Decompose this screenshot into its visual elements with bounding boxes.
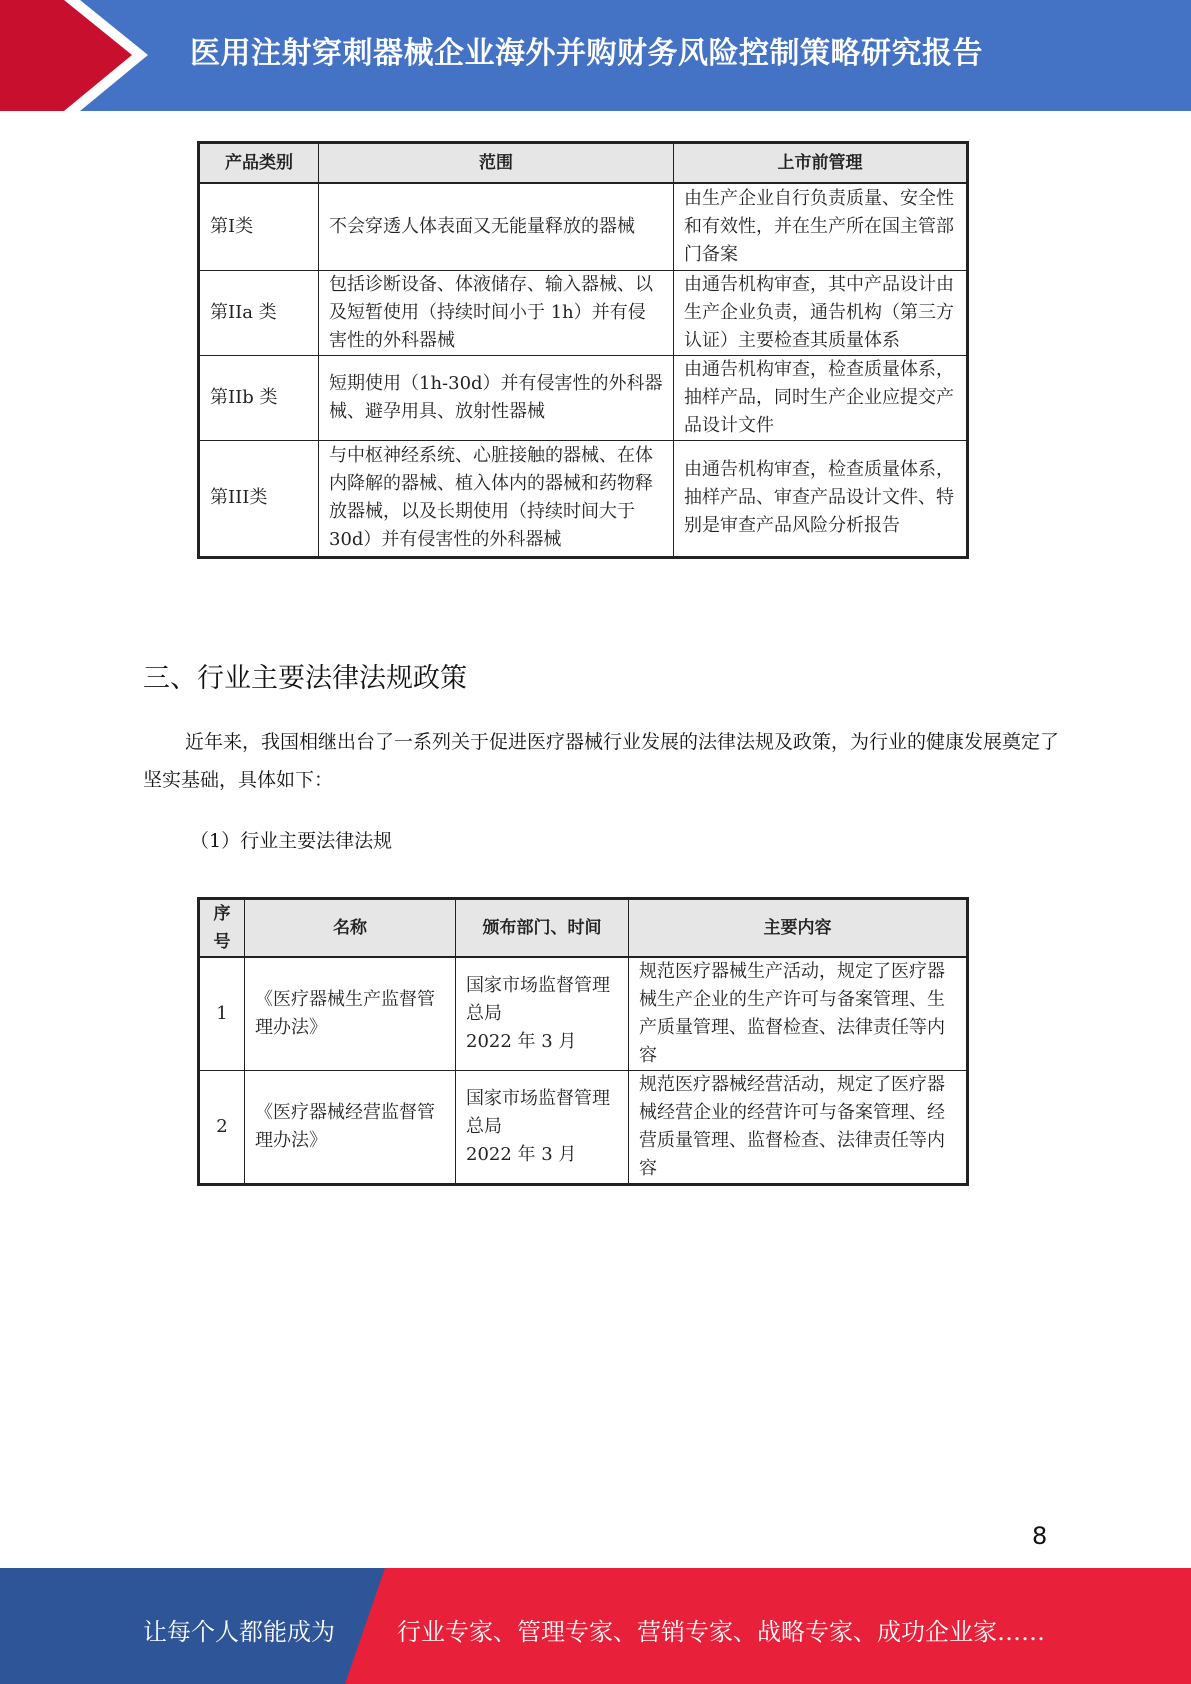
header-number: 序号 bbox=[199, 899, 245, 958]
table-header-row bbox=[199, 143, 968, 184]
management-cell: 由通告机构审查，检查质量体系，抽样产品、审查产品设计文件、特别是审查产品风险分析报告 bbox=[674, 440, 968, 557]
category-cell: 第IIa 类 bbox=[199, 270, 319, 355]
header-scope: 范围 bbox=[319, 143, 674, 184]
device-classification-table bbox=[197, 141, 969, 559]
name-cell: 《医疗器械生产监督管理办法》 bbox=[245, 957, 456, 1071]
management-cell: 由生产企业自行负责质量、安全性和有效性，并在生产所在国主管部门备案 bbox=[674, 183, 968, 270]
scope-cell: 短期使用（1h-30d）并有侵害性的外科器械、避孕用具、放射性器械 bbox=[319, 355, 674, 440]
table-row bbox=[199, 355, 968, 440]
table-row bbox=[199, 440, 968, 557]
scope-cell: 与中枢神经系统、心脏接触的器械、在体内降解的器械、植入体内的器械和药物释放器械，以及长期使用（持续时间大于 30d）并有侵害性的外科器械 bbox=[319, 440, 674, 557]
table-header-row bbox=[199, 899, 968, 958]
header-main-content: 主要内容 bbox=[629, 899, 968, 958]
issuer-cell bbox=[456, 1071, 629, 1185]
issue-date: 2022 年 3 月 bbox=[466, 1031, 577, 1052]
name-cell: 《医疗器械经营监督管理办法》 bbox=[245, 1071, 456, 1185]
content-cell: 规范医疗器械生产活动，规定了医疗器械生产企业的生产许可与备案管理、生产质量管理、监督检查、法律责任等内容 bbox=[629, 957, 968, 1071]
category-cell: 第IIb 类 bbox=[199, 355, 319, 440]
issuer-name: 国家市场监督管理总局 bbox=[466, 1088, 610, 1137]
header-product-category: 产品类别 bbox=[199, 143, 319, 184]
footer-slogan-right: 行业专家、管理专家、营销专家、战略专家、成功企业家…… bbox=[397, 1618, 1045, 1646]
header-banner bbox=[0, 0, 1191, 111]
header-issuer-date: 颁布部门、时间 bbox=[456, 899, 629, 958]
management-cell: 由通告机构审查，检查质量体系，抽样产品，同时生产企业应提交产品设计文件 bbox=[674, 355, 968, 440]
header-name: 名称 bbox=[245, 899, 456, 958]
number-cell: 1 bbox=[199, 957, 245, 1071]
section-heading: 三、行业主要法律法规政策 bbox=[143, 663, 467, 694]
footer-slogan-left: 让每个人都能成为 bbox=[143, 1618, 335, 1646]
management-cell: 由通告机构审查，其中产品设计由生产企业负责，通告机构（第三方认证）主要检查其质量体系 bbox=[674, 270, 968, 355]
table-row bbox=[199, 1071, 968, 1185]
issuer-name: 国家市场监督管理总局 bbox=[466, 975, 610, 1024]
category-cell: 第III类 bbox=[199, 440, 319, 557]
number-cell: 2 bbox=[199, 1071, 245, 1185]
subheading: （1）行业主要法律法规 bbox=[190, 830, 393, 852]
scope-cell: 包括诊断设备、体液储存、输入器械、以及短暂使用（持续时间小于 1h）并有侵害性的外科器械 bbox=[319, 270, 674, 355]
regulations-table bbox=[197, 897, 969, 1186]
report-title: 医用注射穿刺器械企业海外并购财务风险控制策略研究报告 bbox=[190, 36, 983, 71]
intro-paragraph: 近年来，我国相继出台了一系列关于促进医疗器械行业发展的法律法规及政策，为行业的健康发展奠定了坚实基础，具体如下： bbox=[143, 731, 1060, 791]
category-cell: 第I类 bbox=[199, 183, 319, 270]
header-premarket-management: 上市前管理 bbox=[674, 143, 968, 184]
issue-date: 2022 年 3 月 bbox=[466, 1144, 577, 1165]
page-number: 8 bbox=[1032, 1522, 1048, 1550]
scope-cell: 不会穿透人体表面又无能量释放的器械 bbox=[319, 183, 674, 270]
content-cell: 规范医疗器械经营活动，规定了医疗器械经营企业的经营许可与备案管理、经营质量管理、监督检查、法律责任等内容 bbox=[629, 1071, 968, 1185]
table-row bbox=[199, 270, 968, 355]
table-row bbox=[199, 957, 968, 1071]
table-row bbox=[199, 183, 968, 270]
issuer-cell bbox=[456, 957, 629, 1071]
